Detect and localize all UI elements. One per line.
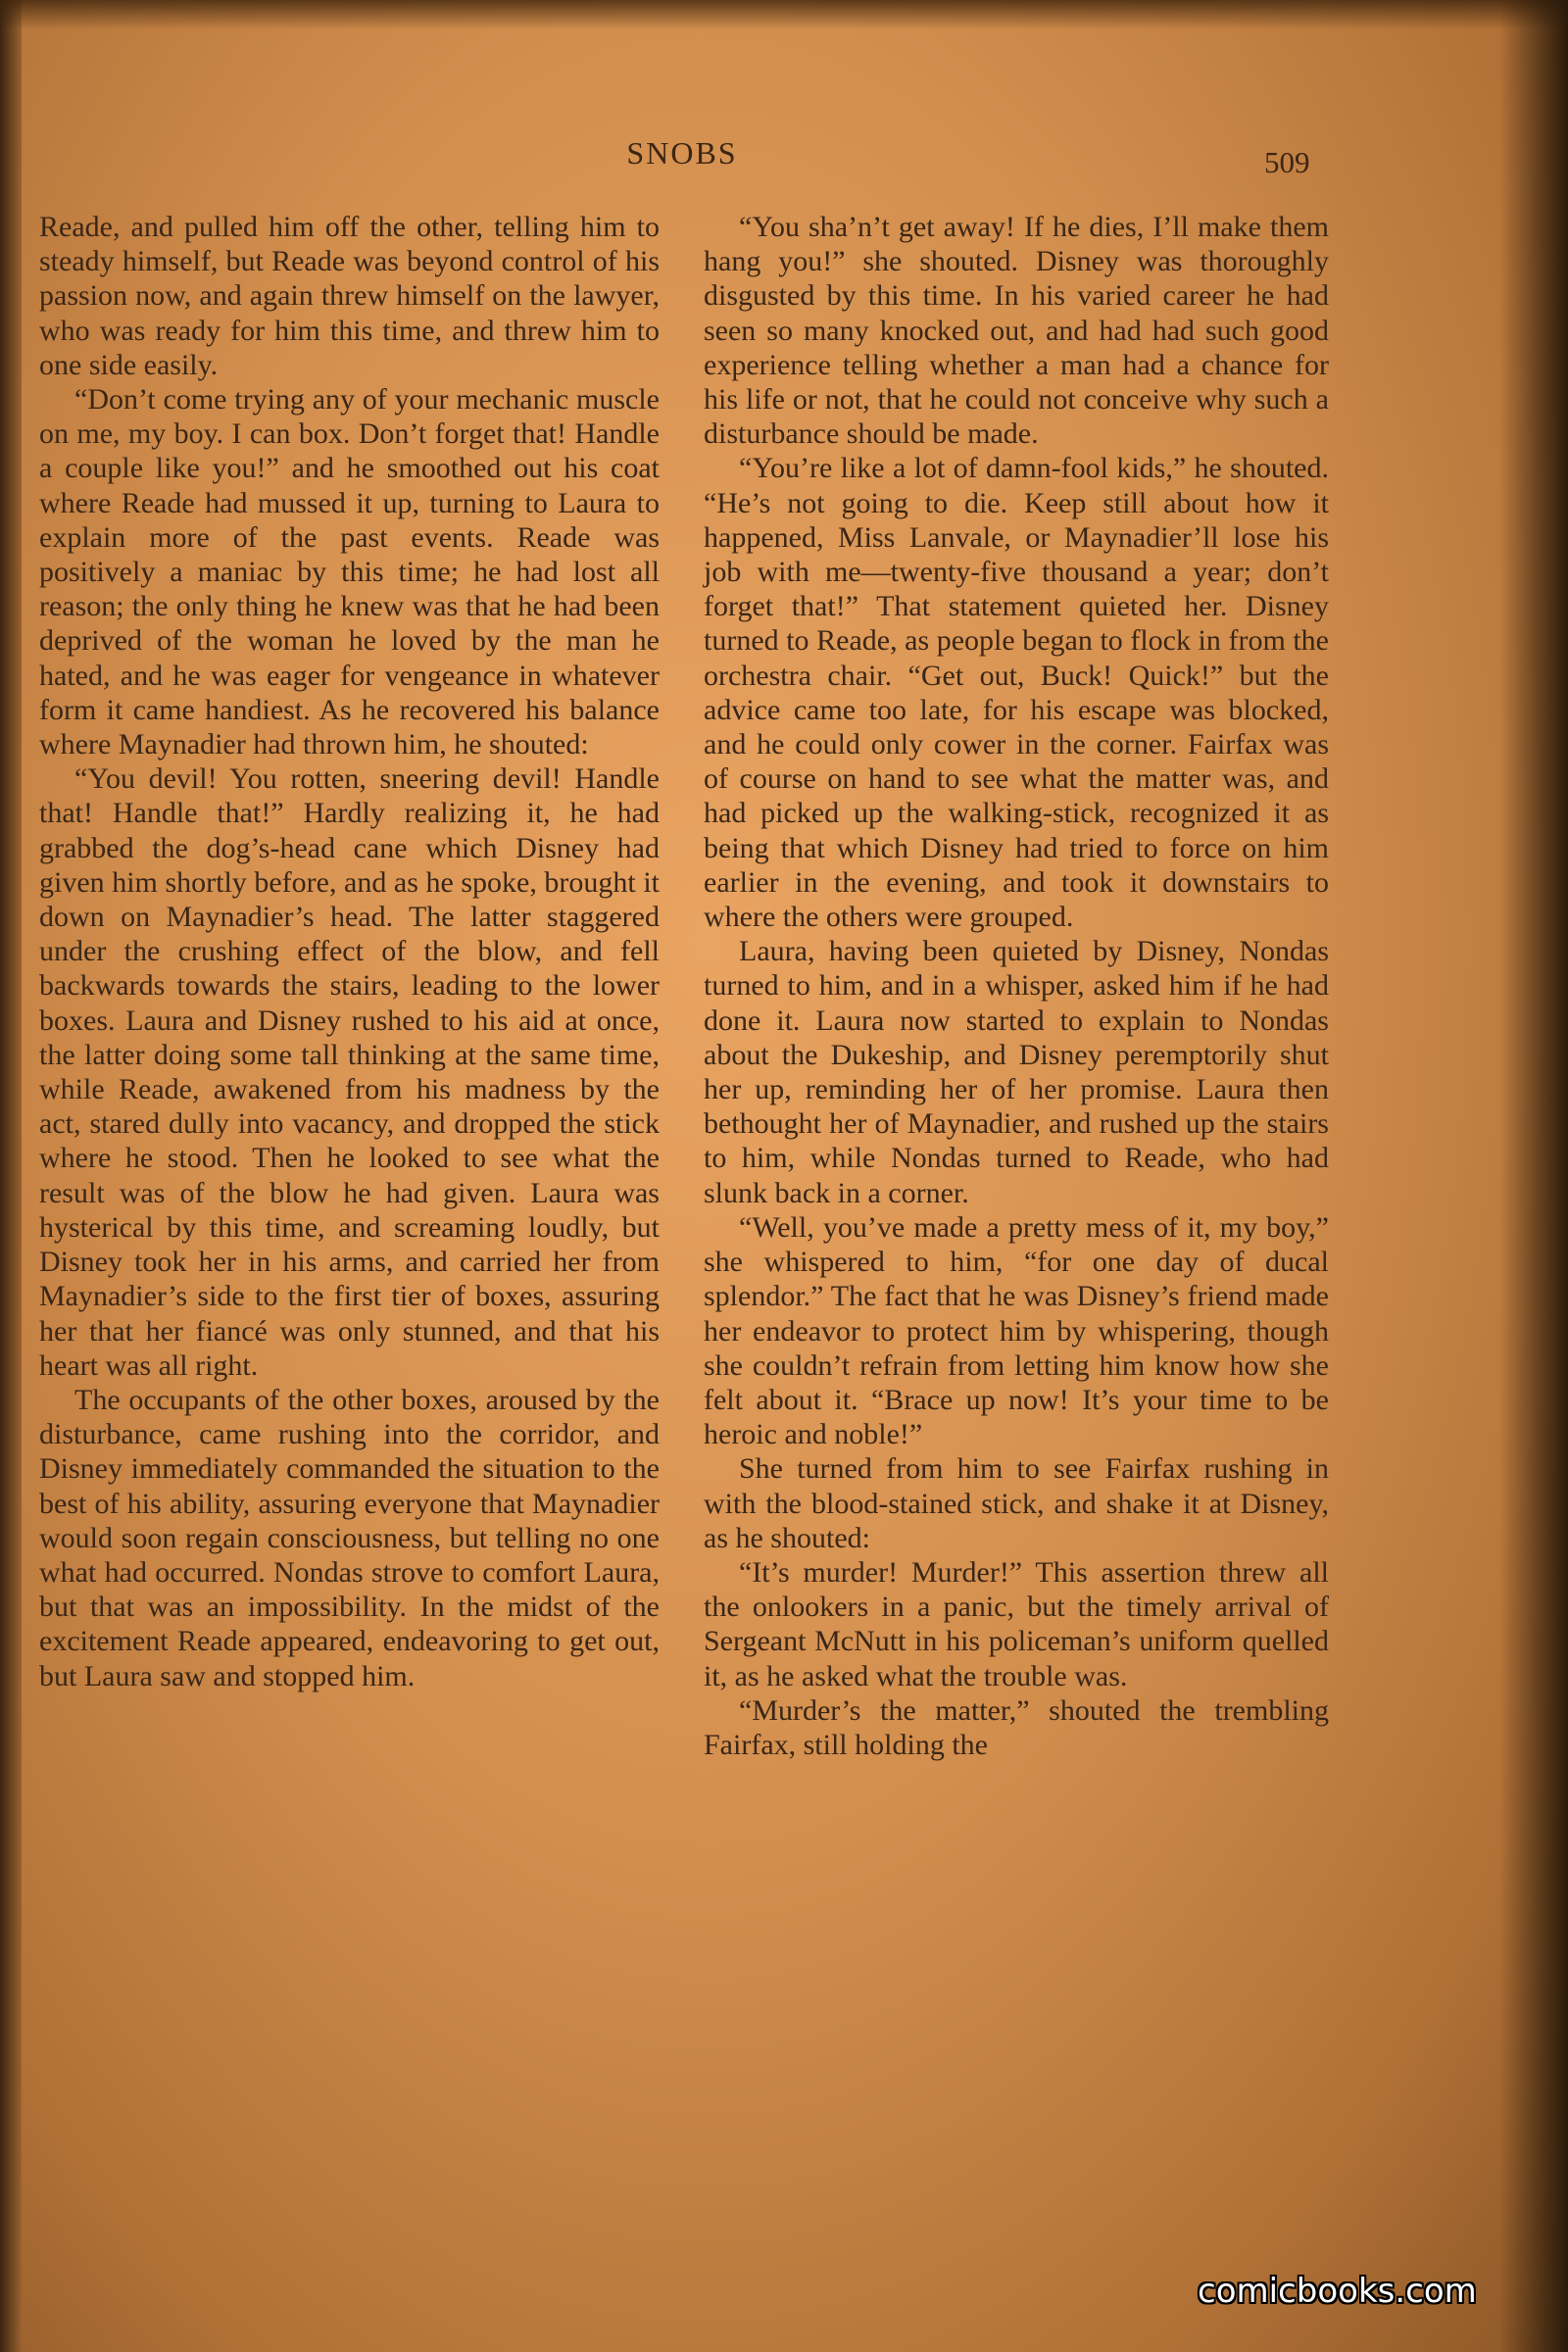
paragraph: “Murder’s the matter,” shouted the trembling Fairfax, still holding the	[704, 1693, 1329, 1761]
text-column-right	[704, 210, 1329, 1762]
paragraph: Laura, having been quieted by Disney, Nondas turned to him, and in a whisper, asked him if he had done it. Laura now started to explain to Nondas about the Dukeship, and Disney peremptorily shut her up, reminding her of her promise. Laura then bethought her of Maynadier, and rushed up the stairs to him, while Nondas turned to Reade, who had slunk back in a corner.	[704, 935, 1329, 1209]
page-right-edge	[1499, 0, 1568, 2352]
text-column-left	[39, 210, 660, 1693]
paragraph: “Well, you’ve made a pretty mess of it, my boy,” she whispered to him, “for one day of ducal splendor.” The fact that he was Disney’s friend made her endeavor to protect him by whispering, though she couldn’t refrain from letting him know how she felt about it. “Brace up now! It’s your time to be heroic and noble!”	[704, 1210, 1329, 1451]
paragraph: “You devil! You rotten, sneering devil! Handle that! Handle that!” Hardly realizing it, he had grabbed the dog’s-head cane which Disney had given him shortly before, and as he spoke, brought it down on Maynadier’s head. The latter staggered under the crushing effect of the blow, and fell backwards towards the stairs, leading to the lower boxes. Laura and Disney rushed to his aid at once, the latter doing some tall thinking at the same time, while Reade, awakened from his madness by the act, stared dully into vacancy, and dropped the stick where he stood. Then he looked to see what the result was of the blow he had given. Laura was hysterical by this time, and screaming loudly, but Disney took her in his arms, and carried her from Maynadier’s side to the first tier of boxes, assuring her that her fiancé was only stunned, and that his heart was all right.	[39, 762, 660, 1382]
page-left-edge	[0, 0, 22, 2352]
paragraph: “It’s murder! Murder!” This assertion threw all the onlookers in a panic, but the timely arrival of Sergeant McNutt in his policeman’s uniform quelled it, as he asked what the trouble was.	[704, 1555, 1329, 1692]
running-title: SNOBS	[626, 135, 738, 171]
paragraph: She turned from him to see Fairfax rushing in with the blood-stained stick, and shake it at Disney, as he shouted:	[704, 1452, 1329, 1554]
paragraph: “You’re like a lot of damn-fool kids,” he shouted. “He’s not going to die. Keep still about how it happened, Miss Lanvale, or Maynadier’ll lose his job with me—twenty-five thousand a year; don’t forget that!” That statement quieted her. Disney turned to Reade, as people began to flock in from the orchestra chair. “Get out, Buck! Quick!” but the advice came too late, for his escape was blocked, and he could only cower in the corner. Fairfax was of course on hand to see what the matter was, and had picked up the walking-stick, recognized it as being that which Disney had tried to force on him earlier in the evening, and took it downstairs to where the others were grouped.	[704, 452, 1329, 934]
page-number: 509	[1264, 145, 1310, 179]
paragraph: “You sha’n’t get away! If he dies, I’ll make them hang you!” she shouted. Disney was thoroughly disgusted by this time. In his varied career he had seen so many knocked out, and had had such good experience telling whether a man had a chance for his life or not, that he could not conceive why such a disturbance should be made.	[704, 211, 1329, 451]
paragraph: The occupants of the other boxes, aroused by the disturbance, came rushing into the corridor, and Disney immediately commanded the situation to the best of his ability, assuring everyone that Maynadier would soon regain consciousness, but telling no one what had occurred. Nondas strove to comfort Laura, but that was an impossibility. In the midst of the excitement Reade appeared, endeavoring to get out, but Laura saw and stopped him.	[39, 1383, 660, 1692]
paragraph: “Don’t come trying any of your mechanic muscle on me, my boy. I can box. Don’t forget that! Handle a couple like you!” and he smoothed out his coat where Reade had mussed it up, turning to Laura to explain more of the past events. Reade was positively a maniac by this time; he had lost all reason; the only thing he knew was that he had been deprived of the woman he loved by the man he hated, and he was eager for vengeance in whatever form it came handiest. As he recovered his balance where Maynadier had thrown him, he shouted:	[39, 383, 660, 761]
page-top-edge	[0, 0, 1568, 29]
site-watermark: comicbooks.com	[1198, 2272, 1477, 2311]
paragraph: Reade, and pulled him off the other, telling him to steady himself, but Reade was beyond control of his passion now, and again threw himself on the lawyer, who was ready for him this time, and threw him to one side easily.	[39, 211, 660, 381]
